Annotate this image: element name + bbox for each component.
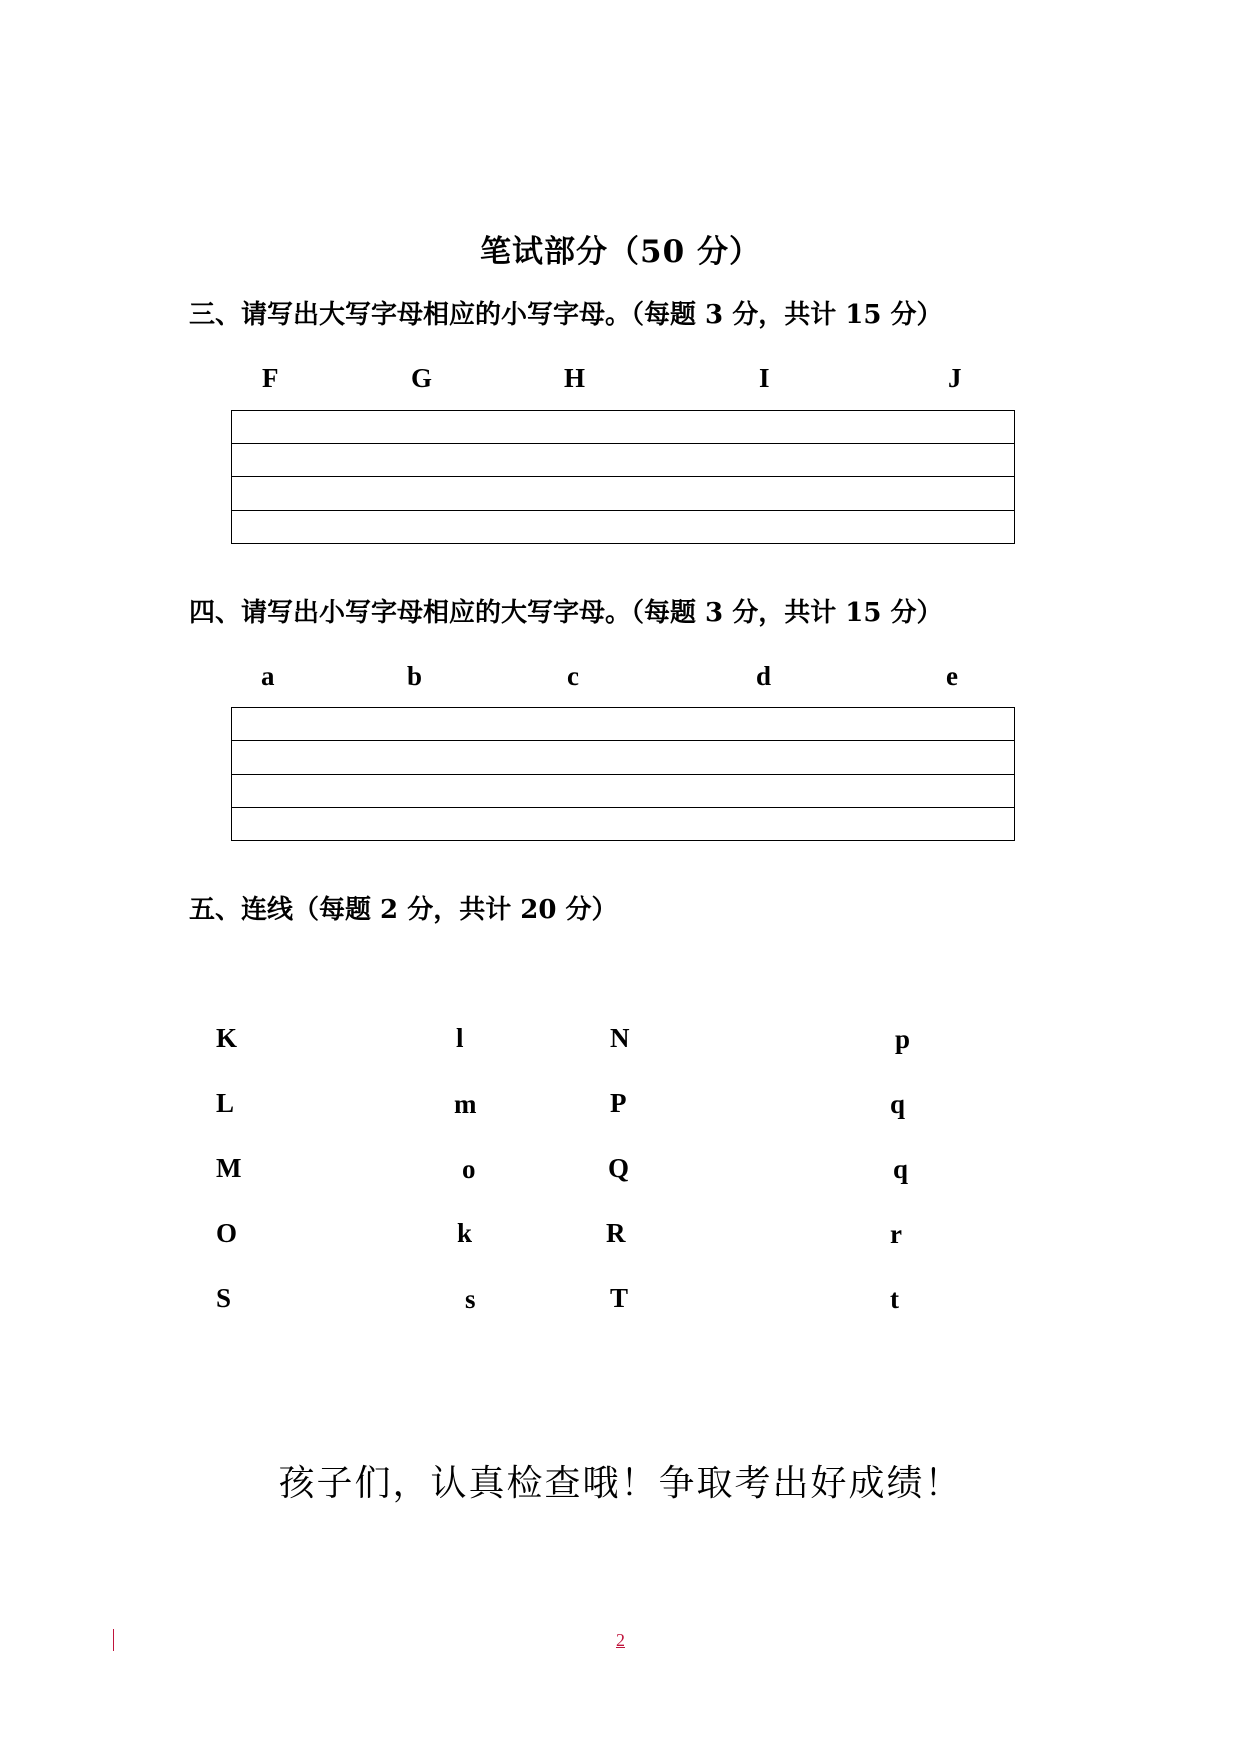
- match-upper-letter[interactable]: Q: [608, 1153, 630, 1183]
- section4-letter-row: [0, 656, 1241, 696]
- section4-letter: d: [756, 661, 772, 691]
- section3-writing-box[interactable]: [231, 410, 1015, 544]
- section4-heading: 四、请写出小写字母相应的大写字母。（每题 3 分，共计 15 分）: [189, 598, 943, 628]
- page-title: 笔试部分（50 分）: [480, 234, 761, 270]
- match-lower-letter[interactable]: q: [890, 1089, 906, 1119]
- match-lower-letter[interactable]: q: [893, 1154, 909, 1184]
- section3-letter: H: [564, 363, 586, 393]
- writing-line: [232, 774, 1014, 775]
- match-upper-letter[interactable]: M: [216, 1153, 242, 1183]
- writing-line: [232, 476, 1014, 477]
- section3-letter: F: [262, 363, 279, 393]
- match-lower-letter[interactable]: p: [895, 1024, 911, 1054]
- match-upper-letter[interactable]: K: [216, 1023, 238, 1053]
- section4-letter: e: [946, 661, 958, 691]
- match-upper-letter[interactable]: R: [606, 1218, 626, 1248]
- match-upper-letter[interactable]: L: [216, 1088, 235, 1118]
- page-number: 2: [616, 1630, 625, 1650]
- section3-letter-row: [0, 358, 1241, 398]
- section4-letter: b: [407, 661, 423, 691]
- writing-line: [232, 443, 1014, 444]
- section5-heading: 五、连线（每题 2 分，共计 20 分）: [189, 895, 618, 925]
- match-lower-letter[interactable]: k: [457, 1218, 473, 1248]
- match-upper-letter[interactable]: S: [216, 1283, 232, 1313]
- match-lower-letter[interactable]: m: [454, 1089, 477, 1119]
- match-upper-letter[interactable]: P: [610, 1088, 627, 1118]
- section3-letter: I: [759, 363, 770, 393]
- match-lower-letter[interactable]: o: [462, 1154, 476, 1184]
- section4-letter: c: [567, 661, 579, 691]
- writing-line: [232, 740, 1014, 741]
- section4-letter: a: [261, 661, 275, 691]
- match-lower-letter[interactable]: t: [890, 1284, 899, 1314]
- writing-line: [232, 510, 1014, 511]
- section3-letter: G: [411, 363, 433, 393]
- match-lower-letter[interactable]: l: [456, 1023, 464, 1053]
- match-lower-letter[interactable]: r: [890, 1219, 902, 1249]
- match-upper-letter[interactable]: T: [610, 1283, 629, 1313]
- writing-line: [232, 807, 1014, 808]
- match-upper-letter[interactable]: O: [216, 1218, 238, 1248]
- closing-message: 孩子们，认真检查哦！争取考出好成绩！: [278, 1463, 963, 1504]
- section3-heading: 三、请写出大写字母相应的小写字母。（每题 3 分，共计 15 分）: [189, 300, 943, 330]
- section3-letter: J: [948, 363, 962, 393]
- match-upper-letter[interactable]: N: [610, 1023, 630, 1053]
- section4-writing-box[interactable]: [231, 707, 1015, 841]
- match-lower-letter[interactable]: s: [465, 1284, 476, 1314]
